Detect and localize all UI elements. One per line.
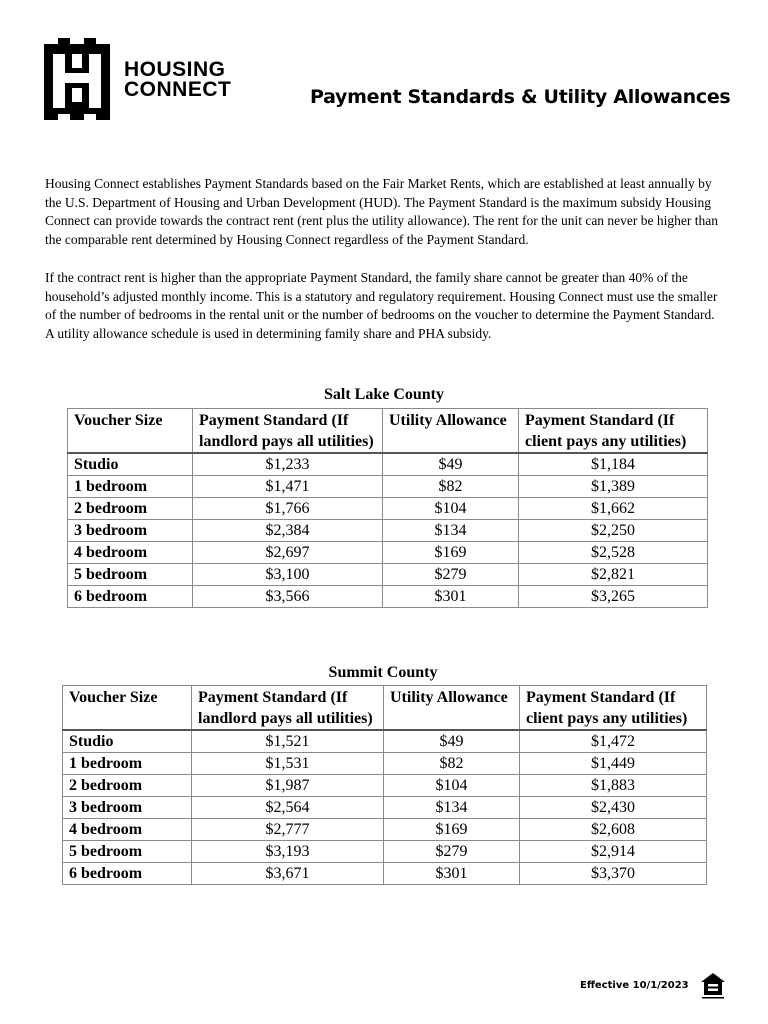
payment-landlord-cell: $2,564 — [192, 797, 384, 819]
col-header-voucher-size: Voucher Size — [63, 686, 192, 731]
effective-date: Effective 10/1/2023 — [580, 980, 689, 991]
payment-client-cell: $3,265 — [519, 586, 708, 608]
payment-landlord-cell: $1,521 — [192, 730, 384, 753]
voucher-size-cell: 6 bedroom — [68, 586, 193, 608]
payment-landlord-cell: $1,471 — [193, 476, 383, 498]
utility-allowance-cell: $279 — [384, 841, 520, 863]
payment-client-cell: $1,472 — [520, 730, 707, 753]
col-header-utility-allowance: Utility Allowance — [383, 409, 519, 454]
utility-allowance-cell: $301 — [384, 863, 520, 885]
table-row — [68, 542, 708, 564]
table-row — [68, 520, 708, 542]
table-row — [63, 797, 707, 819]
voucher-size-cell: 3 bedroom — [68, 520, 193, 542]
logo-line-connect: CONNECT — [124, 78, 232, 101]
table-row — [68, 453, 708, 476]
utility-allowance-cell: $104 — [383, 498, 519, 520]
voucher-size-cell: Studio — [63, 730, 192, 753]
payment-client-cell: $2,914 — [520, 841, 707, 863]
col-header-payment-landlord: Payment Standard (If landlord pays all utilities) — [193, 409, 383, 454]
intro-paragraph-1: Housing Connect establishes Payment Standards based on the Fair Market Rents, which are established at least annually by the U.S. Department of Housing and Urban Development (HUD). The Payment Standard is the maximum subsidy Housing Connect can provide towards the contract rent (rent plus the utility allowance). The rent for the unit can never be higher than the comparable rent determined by Housing Connect regardless of the Payment Standard. — [45, 176, 719, 247]
voucher-size-cell: 1 bedroom — [68, 476, 193, 498]
utility-allowance-cell: $82 — [384, 753, 520, 775]
table-row — [63, 841, 707, 863]
table-row — [68, 498, 708, 520]
payment-client-cell: $1,184 — [519, 453, 708, 476]
utility-allowance-cell: $104 — [384, 775, 520, 797]
salt-lake-payment-table — [67, 408, 708, 608]
table-row — [63, 775, 707, 797]
intro-paragraph-2: If the contract rent is higher than the appropriate Payment Standard, the family share cannot be greater than 40% of the household’s adjusted monthly income. This is a statutory and regulatory requirement. Housing Connect must use the smaller of the number of bedrooms in the rental unit or the number of bedrooms on the voucher to determine the Payment Standard. A utility allowance schedule is used in determining family share and PHA subsidy. — [45, 270, 718, 341]
utility-allowance-cell: $169 — [384, 819, 520, 841]
table-row — [68, 564, 708, 586]
col-header-payment-client: Payment Standard (If client pays any utilities) — [519, 409, 708, 454]
col-header-payment-client: Payment Standard (If client pays any utilities) — [520, 686, 707, 731]
payment-client-cell: $2,821 — [519, 564, 708, 586]
payment-client-cell: $3,370 — [520, 863, 707, 885]
voucher-size-cell: 5 bedroom — [68, 564, 193, 586]
payment-client-cell: $1,389 — [519, 476, 708, 498]
salt-lake-table-title: Salt Lake County — [323, 386, 445, 403]
payment-landlord-cell: $1,233 — [193, 453, 383, 476]
summit-table-title: Summit County — [328, 664, 438, 681]
payment-landlord-cell: $3,671 — [192, 863, 384, 885]
payment-client-cell: $1,662 — [519, 498, 708, 520]
table-row — [63, 819, 707, 841]
payment-landlord-cell: $1,531 — [192, 753, 384, 775]
table-row — [63, 753, 707, 775]
col-header-voucher-size: Voucher Size — [68, 409, 193, 454]
voucher-size-cell: 3 bedroom — [63, 797, 192, 819]
page-title: Payment Standards & Utility Allowances — [310, 86, 731, 108]
payment-client-cell: $2,250 — [519, 520, 708, 542]
payment-landlord-cell: $3,193 — [192, 841, 384, 863]
voucher-size-cell: Studio — [68, 453, 193, 476]
voucher-size-cell: 4 bedroom — [68, 542, 193, 564]
table-row — [63, 730, 707, 753]
voucher-size-cell: 2 bedroom — [68, 498, 193, 520]
voucher-size-cell: 2 bedroom — [63, 775, 192, 797]
col-header-payment-landlord: Payment Standard (If landlord pays all utilities) — [192, 686, 384, 731]
payment-client-cell: $2,528 — [519, 542, 708, 564]
col-header-utility-allowance: Utility Allowance — [384, 686, 520, 731]
payment-landlord-cell: $2,384 — [193, 520, 383, 542]
summit-payment-table — [62, 685, 707, 885]
utility-allowance-cell: $169 — [383, 542, 519, 564]
table-row — [68, 476, 708, 498]
table-row — [68, 586, 708, 608]
utility-allowance-cell: $49 — [384, 730, 520, 753]
payment-client-cell: $1,449 — [520, 753, 707, 775]
table-row — [63, 863, 707, 885]
utility-allowance-cell: $301 — [383, 586, 519, 608]
table-header-row — [68, 409, 708, 454]
equal-housing-opportunity-icon — [700, 972, 726, 1000]
payment-client-cell: $2,608 — [520, 819, 707, 841]
voucher-size-cell: 4 bedroom — [63, 819, 192, 841]
payment-landlord-cell: $1,766 — [193, 498, 383, 520]
utility-allowance-cell: $82 — [383, 476, 519, 498]
payment-client-cell: $1,883 — [520, 775, 707, 797]
logo-line-housing: HOUSING — [124, 58, 226, 81]
utility-allowance-cell: $134 — [384, 797, 520, 819]
payment-landlord-cell: $2,697 — [193, 542, 383, 564]
payment-client-cell: $2,430 — [520, 797, 707, 819]
payment-landlord-cell: $2,777 — [192, 819, 384, 841]
housing-connect-logo — [44, 38, 232, 120]
voucher-size-cell: 6 bedroom — [63, 863, 192, 885]
payment-landlord-cell: $3,566 — [193, 586, 383, 608]
housing-connect-logo-mark-icon — [44, 38, 110, 120]
payment-landlord-cell: $3,100 — [193, 564, 383, 586]
utility-allowance-cell: $49 — [383, 453, 519, 476]
table-header-row — [63, 686, 707, 731]
voucher-size-cell: 5 bedroom — [63, 841, 192, 863]
payment-landlord-cell: $1,987 — [192, 775, 384, 797]
utility-allowance-cell: $134 — [383, 520, 519, 542]
utility-allowance-cell: $279 — [383, 564, 519, 586]
voucher-size-cell: 1 bedroom — [63, 753, 192, 775]
